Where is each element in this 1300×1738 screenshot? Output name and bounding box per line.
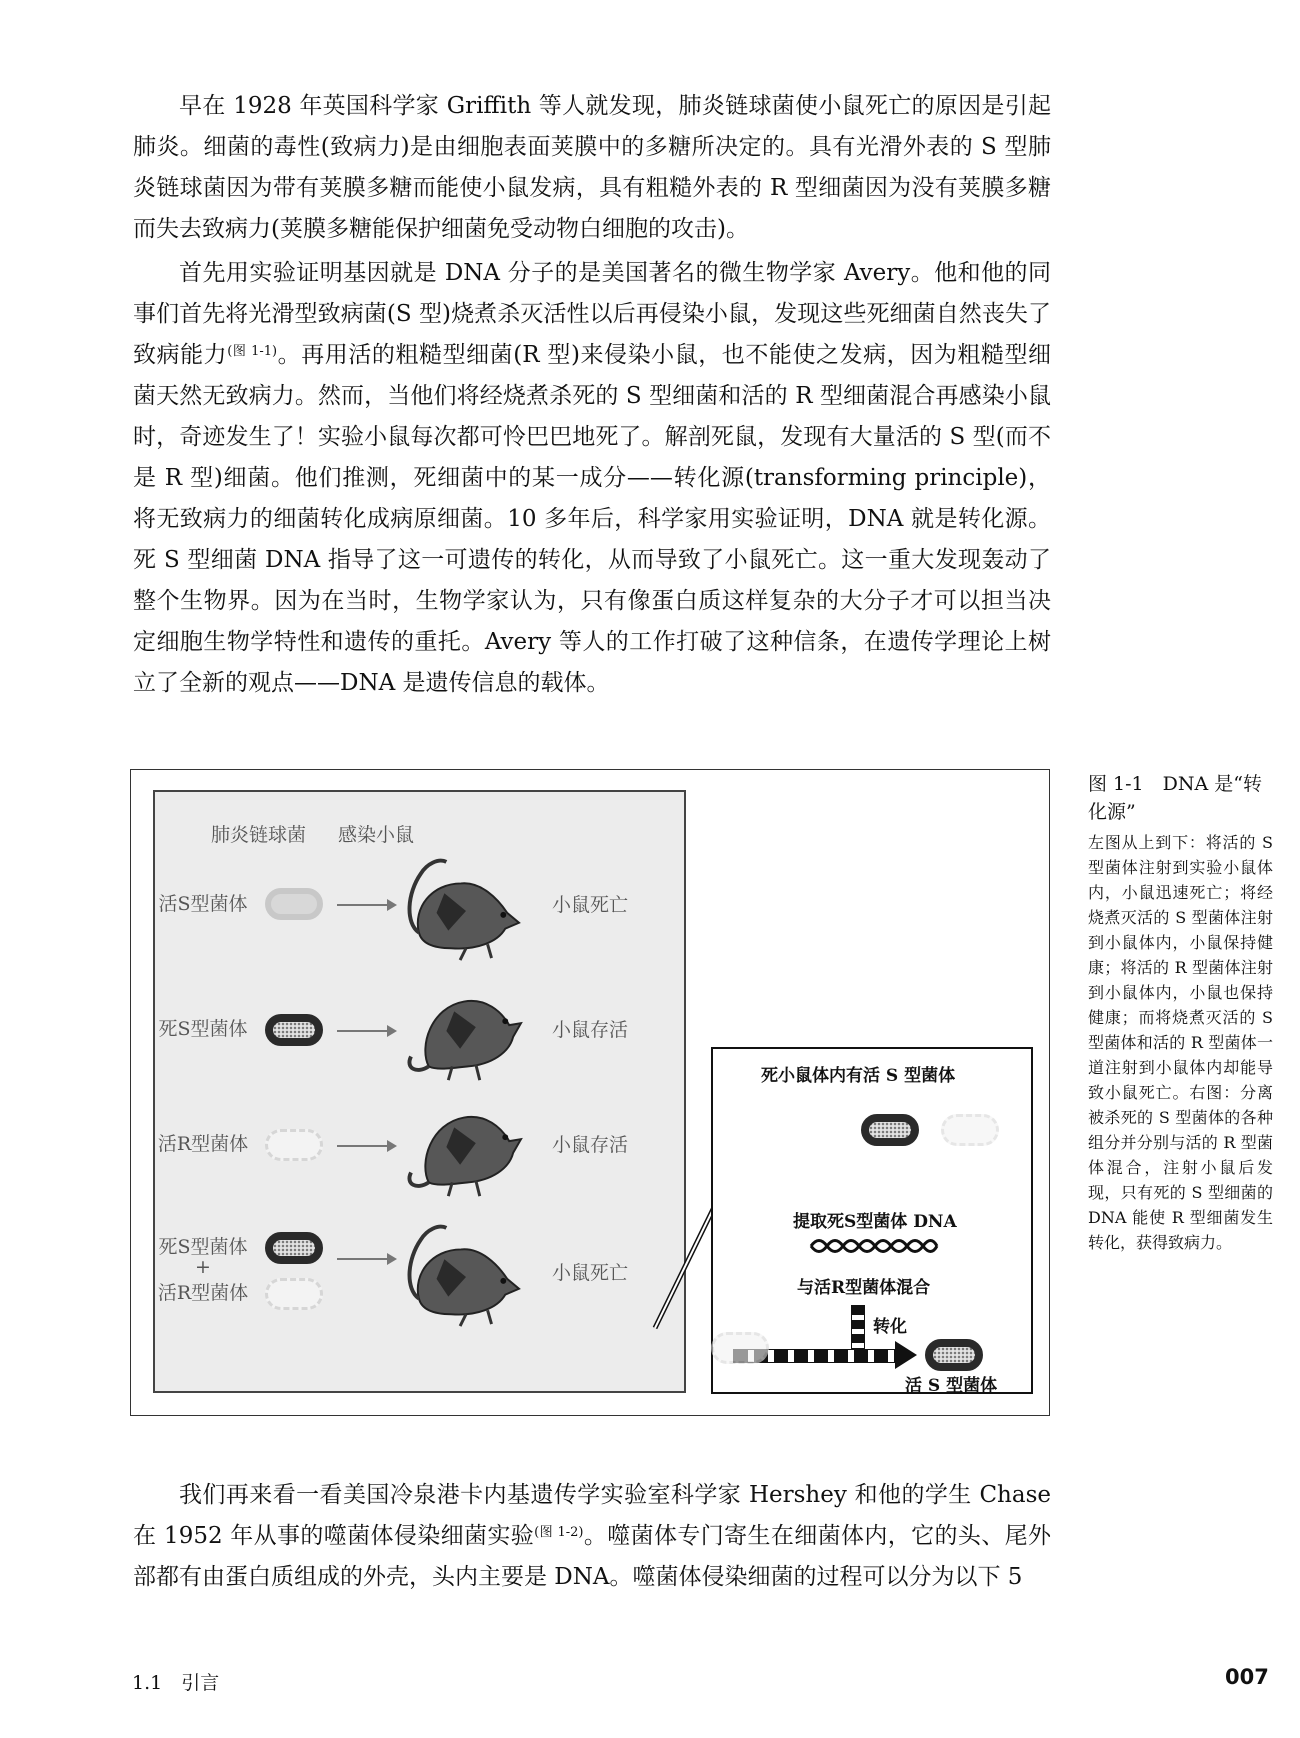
live-mouse-icon: [405, 1094, 527, 1202]
dead-s-cell-icon: [265, 1232, 323, 1264]
live-s-cell-icon: [925, 1339, 983, 1371]
arrow-icon: [337, 1145, 395, 1147]
figure-reference[interactable]: (图 1-2): [534, 1525, 584, 1540]
row-result-2: 小鼠存活: [552, 1019, 629, 1041]
row-label-dead-s: 死S型菌体: [158, 1018, 248, 1040]
figure-caption-body: 左图从上到下：将活的 S 型菌体注射到实验小鼠体内，小鼠迅速死亡；将经烧煮灭活的 S 型菌体注射到小鼠体内，小鼠保持健康；将活的 R 型菌体注射到小鼠体内，小鼠也保持健康；而将烧煮灭活的 S 型菌体和活的 R 型菌体一道注射到小鼠体内却能导致小鼠死亡。右图：分离被杀死的 S 型菌体的各种组分并分别与活的 R 型菌体混合，注射小鼠后发现，只有死的 S 型细菌的 DNA 能使 R 型细菌发生转化，获得致病力。: [1088, 833, 1273, 1252]
live-mouse-icon: [405, 978, 527, 1086]
arrow-icon: [337, 1258, 395, 1260]
row-result-3: 小鼠存活: [552, 1134, 629, 1156]
figure-caption-title: 图 1-1 DNA 是“转化源”: [1088, 773, 1262, 823]
row-label-plus: +: [195, 1256, 211, 1278]
paragraph-avery: [133, 253, 1051, 704]
column-header-bacteria: 肺炎链球菌: [211, 824, 307, 846]
paragraph-hershey: [133, 1475, 1051, 1598]
row-result-4: 小鼠死亡: [552, 1262, 629, 1284]
column-header-mouse: 感染小鼠: [338, 824, 415, 846]
paragraph-avery-part2: 。再用活的粗糙型细菌(R 型)来侵染小鼠，也不能使之发病，因为粗糙型细菌天然无致病力。然而，当他们将经烧煮杀死的 S 型细菌和活的 R 型细菌混合再感染小鼠时，奇迹发生了！实验小鼠每次都可怜巴巴地死了。解剖死鼠，发现有大量活的 S 型(而不是 R 型)细菌。他们推测，死细菌中的某一成分——转化源(transforming principle)，将无致病力的细菌转化成病原细菌。10 多年后，科学家用实验证明，DNA 就是转化源。死 S 型细菌 DNA 指导了这一可遗传的转化，从而导致了小鼠死亡。这一重大发现轰动了整个生物界。因为在当时，生物学家认为，只有像蛋白质这样复杂的大分子才可以担当决定细胞生物学特性和遗传的重托。Avery 等人的工作打破了这种信条，在遗传学理论上树立了全新的观点——DNA 是遗传信息的载体。: [133, 342, 1052, 696]
arrow-icon: [337, 904, 395, 906]
row-label-live-r-combo: 活R型菌体: [157, 1282, 249, 1304]
row-label-live-s: 活S型菌体: [158, 893, 248, 915]
arrow-icon: [337, 1030, 395, 1032]
right-panel-title: 死小鼠体内有活 S 型菌体: [761, 1066, 956, 1086]
page-number: 007: [1225, 1665, 1269, 1689]
row-label-live-r: 活R型菌体: [157, 1133, 249, 1155]
paragraph-hershey-part1: 我们再来看一看美国冷泉港卡内基遗传学实验室科学家 Hershey 和他的学生 Chase 在 1952 年从事的噬菌体侵染细菌实验: [133, 1482, 1051, 1549]
dead-mouse-icon: [405, 854, 527, 962]
row-label-dead-s-combo: 死S型菌体: [158, 1236, 248, 1258]
live-r-cell-icon: [941, 1114, 999, 1146]
extract-dna-label: 提取死S型菌体 DNA: [793, 1212, 957, 1232]
dead-s-cell-icon: [265, 1014, 323, 1046]
mix-label: 与活R型菌体混合: [797, 1278, 931, 1298]
live-s-cell-icon: [265, 888, 323, 920]
transform-label: 转化: [873, 1317, 907, 1337]
figure-reference[interactable]: (图 1-1): [227, 344, 278, 359]
paragraph-griffith: 早在 1928 年英国科学家 Griffith 等人就发现，肺炎链球菌使小鼠死亡的原因是引起肺炎。细菌的毒性(致病力)是由细胞表面荚膜中的多糖所决定的。具有光滑外表的 S 型肺炎链球菌因为带有荚膜多糖而能使小鼠发病，具有粗糙外表的 R 型细菌因为没有荚膜多糖而失去致病力(荚膜多糖能保护细菌免受动物白细胞的攻击)。: [133, 93, 1051, 242]
live-r-cell-icon: [265, 1129, 323, 1161]
dna-helix-icon: [809, 1235, 939, 1257]
live-r-cell-icon: [711, 1332, 769, 1364]
transformation-panel: [711, 1047, 1033, 1394]
row-result-1: 小鼠死亡: [552, 894, 629, 916]
griffith-experiment-panel: [153, 790, 686, 1393]
live-r-cell-icon: [265, 1278, 323, 1310]
dead-mouse-icon: [405, 1220, 527, 1328]
arrow-head-icon: [895, 1341, 917, 1369]
section-footer: 1.1 引言: [132, 1672, 220, 1694]
paragraph-hershey-part2: 。噬菌体专门寄生在细菌体内，它的头、尾外部都有由蛋白质组成的外壳，头内主要是 DNA。噬菌体侵染细菌的过程可以分为以下 5: [133, 1523, 1051, 1590]
dead-s-cell-icon: [861, 1114, 919, 1146]
paragraph-avery-part1: 首先用实验证明基因就是 DNA 分子的是美国著名的微生物学家 Avery。他和他的同事们首先将光滑型致病菌(S 型)烧煮杀灭活性以后再侵染小鼠，发现这些死细菌自然丧失了致病能力: [133, 260, 1051, 368]
live-s-label: 活 S 型菌体: [905, 1376, 998, 1396]
